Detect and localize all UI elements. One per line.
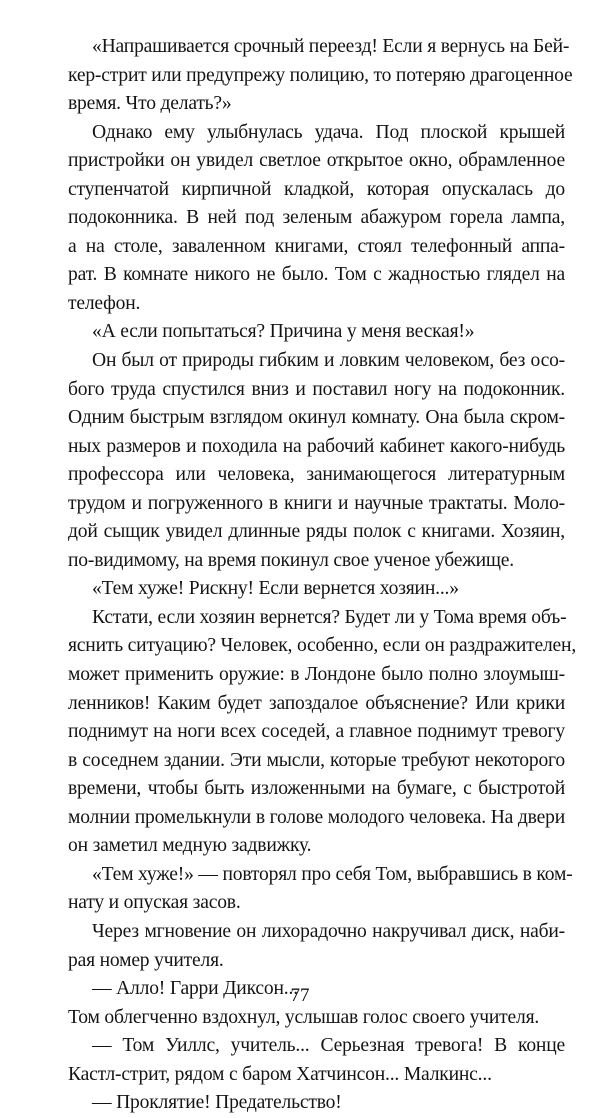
text-line: — Алло! Гарри Диксон... bbox=[92, 978, 298, 1000]
paragraph bbox=[44, 604, 577, 861]
text-line: пристройки он увидел светлое открытое окно, обрамленное bbox=[68, 150, 565, 172]
text-line: молнии промелькнули в голове молодого человека. На двери bbox=[68, 806, 565, 828]
text-line: «Тем хуже!» — повторял про себя Том, выбравшись в ком- bbox=[92, 863, 573, 885]
text-line: а на столе, заваленном книгами, стоял телефонный аппа- bbox=[68, 235, 565, 257]
paragraph bbox=[44, 1004, 565, 1033]
text-line: бого труда спустился вниз и поставил ногу на подоконник. bbox=[68, 378, 565, 400]
page-number: 77 bbox=[290, 985, 310, 1006]
paragraph bbox=[44, 1032, 565, 1089]
paragraph bbox=[44, 347, 565, 575]
paragraph bbox=[44, 119, 565, 319]
text-line: телефон. bbox=[68, 292, 141, 314]
text-line: Кстати, если хозяин вернется? Будет ли у Тома время объ- bbox=[92, 606, 567, 628]
paragraph bbox=[44, 575, 565, 604]
paragraph bbox=[44, 1089, 565, 1118]
text-line: Он был от природы гибким и ловким человеком, без осо- bbox=[92, 350, 565, 372]
text-line: Однако ему улыбнулась удача. Под плоской крышей bbox=[92, 121, 565, 143]
text-line: он заметил медную задвижку. bbox=[68, 835, 312, 857]
text-line: Кастл-стрит, рядом с баром Хатчинсон... Малкинс... bbox=[68, 1063, 492, 1085]
text-line: Через мгновение он лихорадочно накручивал диск, наби- bbox=[92, 920, 565, 942]
text-line: может применить оружие: в Лондоне было полно злоумыш- bbox=[68, 664, 565, 686]
text-line: — Том Уиллс, учитель... Серьезная тревога! В конце bbox=[92, 1035, 565, 1057]
text-line: Том облегченно вздохнул, услышав голос своего учителя. bbox=[68, 1006, 540, 1028]
text-line: подоконника. В ней под зеленым абажуром горела лампа, bbox=[68, 207, 565, 229]
text-line: время. Что делать?» bbox=[68, 93, 232, 115]
text-line: нату и опуская засов. bbox=[68, 892, 241, 914]
paragraph bbox=[44, 918, 565, 975]
text-line: ленников! Каким будет запоздалое объяснение? Или крики bbox=[68, 692, 565, 714]
text-line: поднимут на ноги всех соседей, а главное поднимут тревогу bbox=[68, 721, 565, 743]
text-line: «Напрашивается срочный переезд! Если я вернусь на Бей- bbox=[92, 36, 570, 57]
text-line: кер-стрит или предупрежу полицию, то потеряю драгоценное bbox=[68, 64, 573, 86]
text-line: дой сыщик увидел длинные ряды полок с книгами. Хозяин, bbox=[68, 521, 565, 543]
text-line: профессора или человека, занимающегося литературным bbox=[68, 464, 565, 486]
paragraph bbox=[44, 318, 565, 347]
text-line: по-видимому, на время покинул свое ученое убежище. bbox=[68, 549, 514, 571]
text-line: «Тем хуже! Рискну! Если вернется хозяин...» bbox=[92, 578, 459, 600]
text-line: яснить ситуацию? Человек, особенно, если он раздражителен, bbox=[68, 635, 577, 657]
text-line: трудом и погруженного в книги и научные трактаты. Моло- bbox=[68, 492, 565, 514]
text-line: рая номер учителя. bbox=[68, 949, 224, 971]
text-line: — Проклятие! Предательство! bbox=[92, 1092, 342, 1114]
text-line: рат. В комнате никого не было. Том с жадностью глядел на bbox=[68, 264, 565, 286]
paragraph bbox=[44, 33, 573, 119]
text-line: «А если попытаться? Причина у меня веская!» bbox=[92, 321, 475, 343]
text-line: ступенчатой кирпичной кладкой, которая опускалась до bbox=[68, 178, 565, 200]
text-line: ных размеров и походила на рабочий кабинет какого-нибудь bbox=[68, 435, 565, 457]
text-line: времени, чтобы быть изложенными на бумаге, с быстротой bbox=[68, 778, 565, 800]
text-line: в соседнем здании. Эти мысли, которые требуют некоторого bbox=[68, 749, 565, 771]
book-page-text bbox=[44, 33, 577, 1118]
paragraph bbox=[44, 861, 573, 918]
text-line: Одним быстрым взглядом окинул комнату. Она была скром- bbox=[68, 407, 565, 429]
